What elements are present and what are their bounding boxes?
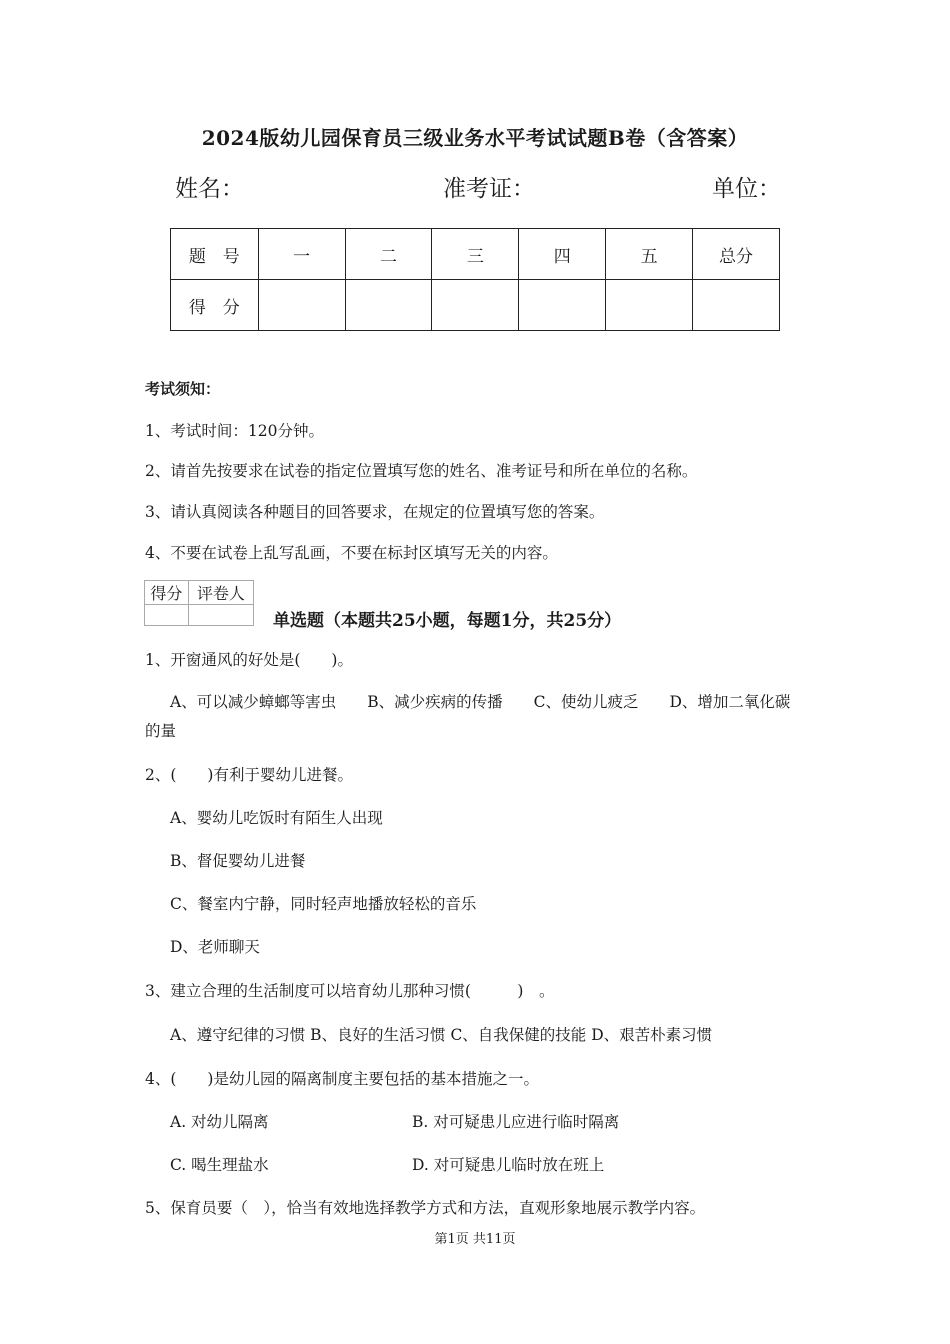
question-stem: 4、( )是幼儿园的隔离制度主要包括的基本措施之一。	[145, 1070, 539, 1088]
option-b: B、督促婴幼儿进餐	[170, 852, 306, 870]
question-stem: 1、开窗通风的好处是( )。	[145, 651, 353, 669]
score-table-header-cell: 总分	[693, 229, 780, 280]
option-a: A. 对幼儿隔离	[170, 1113, 269, 1131]
option-d: D. 对可疑患儿临时放在班上	[412, 1156, 605, 1174]
score-cell[interactable]	[606, 280, 693, 331]
question-stem: 5、保育员要（ ），恰当有效地选择教学方式和方法，直观形象地展示教学内容。	[145, 1199, 706, 1217]
option-a: A、婴幼儿吃饭时有陌生人出现	[170, 809, 383, 827]
score-cell[interactable]	[258, 280, 345, 331]
option-d: D、老师聊天	[170, 938, 260, 956]
notice-heading: 考试须知：	[145, 380, 221, 398]
name-field-label: 姓名：	[175, 176, 244, 202]
question-stem: 2、( )有利于婴幼儿进餐。	[145, 766, 353, 784]
notice-item: 4、不要在试卷上乱写乱画，不要在标封区填写无关的内容。	[145, 544, 558, 562]
notice-item: 3、请认真阅读各种题目的回答要求，在规定的位置填写您的答案。	[145, 503, 605, 521]
score-table-header-cell: 一	[258, 229, 345, 280]
grader-box	[144, 580, 254, 626]
question-options: A、可以减少蟑螂等害虫 B、减少疾病的传播 C、使幼儿疲乏 D、增加二氧化碳	[170, 693, 791, 711]
page-footer: 第1页 共11页	[434, 1232, 516, 1247]
grader-name-cell[interactable]	[188, 605, 253, 626]
question-options: A、遵守纪律的习惯 B、良好的生活习惯 C、自我保健的技能 D、艰苦朴素习惯	[170, 1026, 713, 1044]
notice-item: 2、请首先按要求在试卷的指定位置填写您的姓名、准考证号和所在单位的名称。	[145, 462, 698, 480]
notice-item: 1、考试时间：120分钟。	[145, 422, 324, 440]
exam-number-field-label: 准考证：	[443, 176, 535, 202]
option-c: C. 喝生理盐水	[170, 1156, 269, 1174]
score-cell[interactable]	[345, 280, 432, 331]
section-title: 单选题（本题共25小题，每题1分，共25分）	[273, 611, 622, 631]
score-cell[interactable]	[519, 280, 606, 331]
score-cell[interactable]	[693, 280, 780, 331]
grader-name-label: 评卷人	[188, 581, 253, 605]
question-options-continued: 的量	[145, 722, 177, 740]
score-table-score-row	[171, 280, 780, 331]
score-table-header-cell: 二	[345, 229, 432, 280]
grader-score-label: 得分	[145, 581, 189, 605]
score-table-header-cell: 题 号	[171, 229, 259, 280]
score-table-header-row	[171, 229, 780, 280]
unit-field-label: 单位：	[712, 176, 781, 202]
grader-score-cell[interactable]	[145, 605, 189, 626]
score-table-header-cell: 五	[606, 229, 693, 280]
score-table-header-cell: 三	[432, 229, 519, 280]
page-title: 2024版幼儿园保育员三级业务水平考试试题B卷（含答案）	[201, 126, 749, 150]
question-stem: 3、建立合理的生活制度可以培育幼儿那种习惯( ) 。	[145, 982, 555, 1000]
score-table	[170, 228, 780, 331]
option-b: B. 对可疑患儿应进行临时隔离	[412, 1113, 620, 1131]
score-row-label: 得 分	[171, 280, 259, 331]
score-table-header-cell: 四	[519, 229, 606, 280]
score-cell[interactable]	[432, 280, 519, 331]
option-c: C、餐室内宁静，同时轻声地播放轻松的音乐	[170, 895, 477, 913]
